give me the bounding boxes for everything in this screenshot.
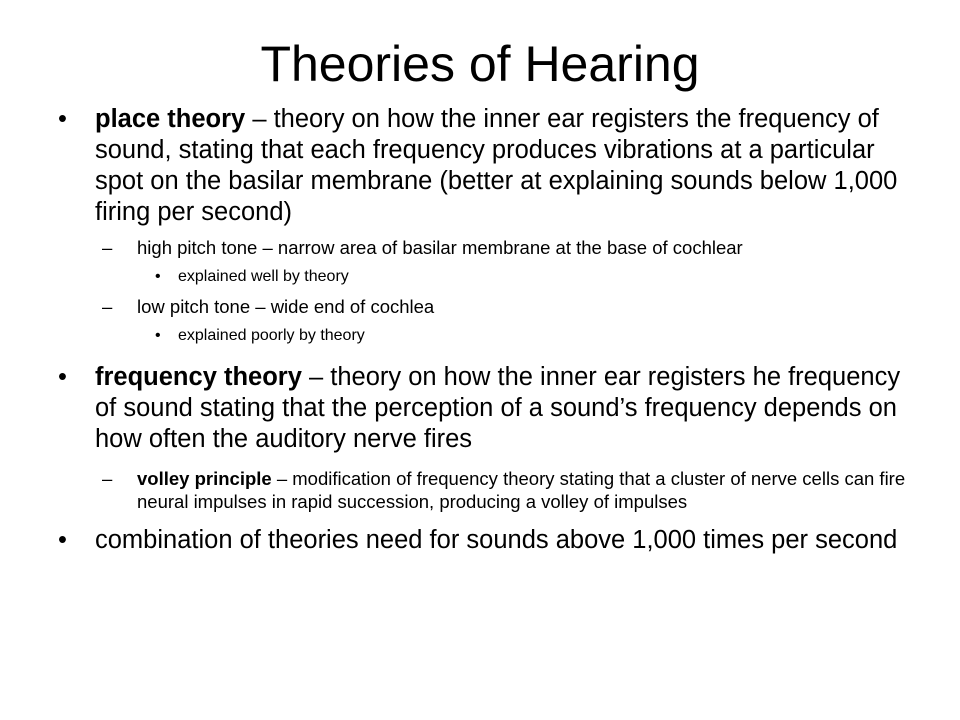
bullet-icon: • <box>58 526 67 554</box>
slide-content <box>58 104 908 556</box>
subbullet-text: low pitch tone – wide end of cochlea <box>137 296 435 317</box>
term-volley-principle: volley principle <box>137 468 272 489</box>
subbullet-volley-principle <box>58 467 908 513</box>
subbullet-text: high pitch tone – narrow area of basilar membrane at the base of cochlear <box>137 237 743 258</box>
subsubbullet-text: explained poorly by theory <box>178 327 365 344</box>
dash-icon: – <box>102 468 113 489</box>
subbullet-high-pitch <box>58 236 908 259</box>
bullet-icon: • <box>155 268 161 285</box>
bullet-icon: • <box>58 363 67 391</box>
dash-icon: – <box>102 296 113 317</box>
term-frequency-theory: frequency theory <box>95 363 302 391</box>
bullet-icon: • <box>155 327 161 344</box>
term-place-theory: place theory <box>95 105 246 133</box>
definition-volley-principle: – modification of frequency theory stating that a cluster of nerve cells can fire neural impulses in rapid succession, producing a volley of impulses <box>137 468 906 512</box>
slide-title: Theories of Hearing <box>260 36 700 92</box>
bullet-icon: • <box>58 105 67 133</box>
bullet-place-theory <box>58 104 908 228</box>
definition-frequency-theory: – theory on how the inner ear registers he frequency of sound stating that the perception of a sound’s frequency depends on how often the auditory nerve fires <box>95 363 901 453</box>
bullet-frequency-theory <box>58 362 908 455</box>
dash-icon: – <box>102 237 113 258</box>
definition-place-theory: – theory on how the inner ear registers the frequency of sound, stating that each frequency produces vibrations at a particular spot on the basilar membrane (better at explaining sounds below 1,000 firing per second) <box>95 105 898 226</box>
subsubbullet-explained-well <box>58 267 908 287</box>
bullet-combination-text: combination of theories need for sounds above 1,000 times per second <box>95 526 898 554</box>
bullet-combination <box>58 525 908 556</box>
subsubbullet-text: explained well by theory <box>178 268 349 285</box>
subbullet-low-pitch <box>58 295 908 318</box>
subsubbullet-explained-poorly <box>58 326 908 346</box>
